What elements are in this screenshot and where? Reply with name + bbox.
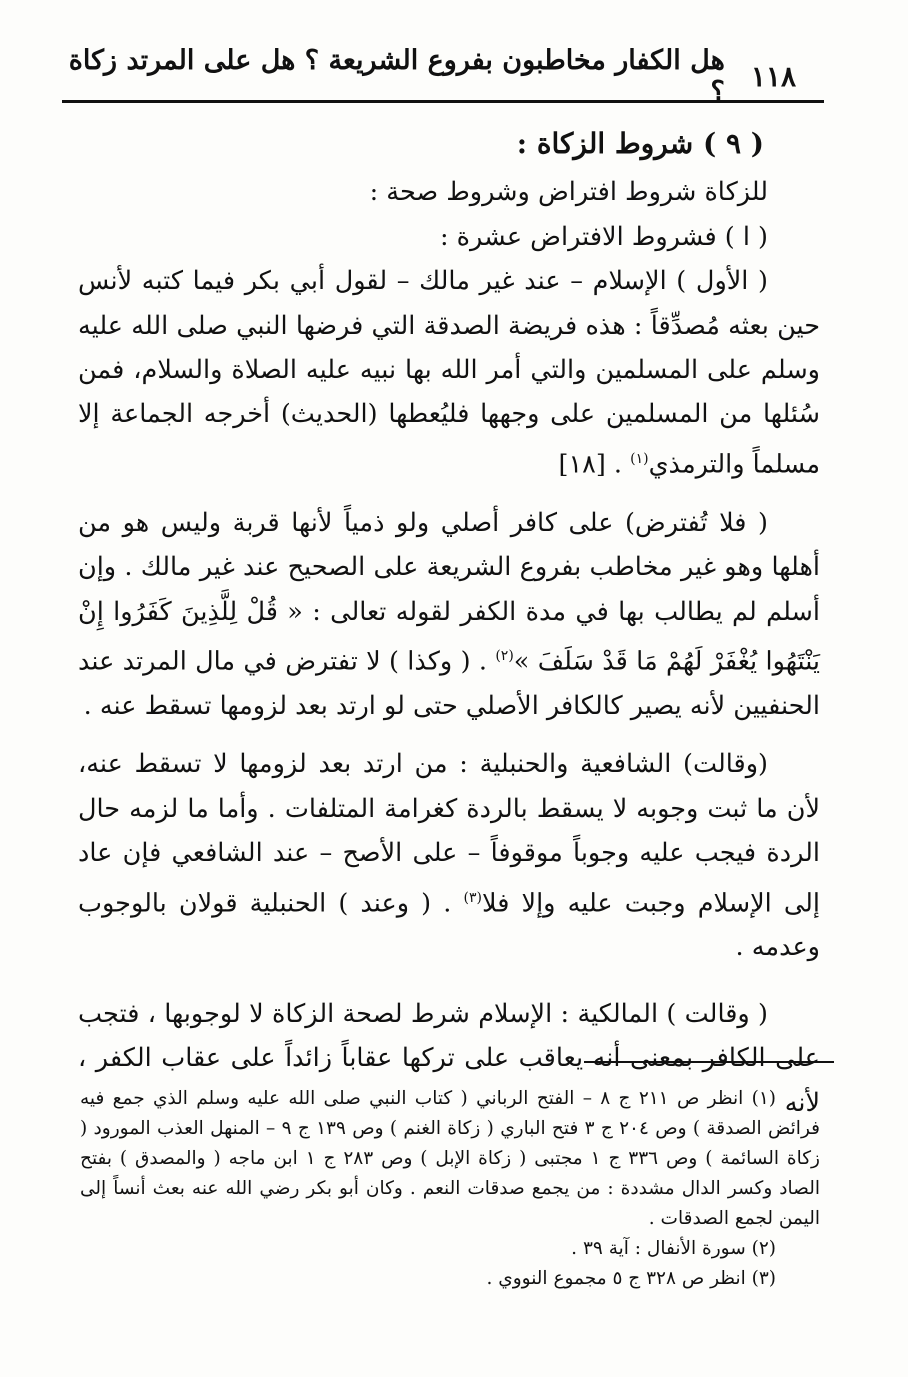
sub-heading: ( ا ) فشروط الافتراض عشرة : [439, 221, 768, 252]
section-intro: للزكاة شروط افتراض وشروط صحة : [369, 177, 768, 208]
footnote-2: (٢) سورة الأنفال : آية ٣٩ . [571, 1238, 776, 1259]
main-text [78, 122, 820, 1125]
running-title: هل الكفار مخاطبون بفروع الشريعة ؟ هل على المرتد زكاة ؟ [68, 45, 725, 107]
footnote-3: (٣) انظر ص ٣٢٨ ج ٥ مجموع النووي . [486, 1268, 776, 1289]
paragraph-4: ( وقالت ) المالكية : الإسلام شرط لصحة الزكاة لا لوجوبها ، فتجب على الكافر بمعنى أنه يعاقب على تركها عقاباً زائداً على عقاب الكفر ، لأنه [78, 998, 820, 1118]
footnote-ref-3: (٣) [463, 889, 482, 906]
running-header [62, 45, 824, 107]
paragraph-1-text: ( الأول ) الإسلام – عند غير مالك – لقول أبي بكر فيما كتبه لأنس حين بعثه مُصدِّقاً : هذه فريضة الصدقة التي فرضها النبي صلى الله عليه وسلم على المسلمين والتي أمر الله بها نبيه عليه الصلاة والسلام، فمن سُئلها من المسلمين على وجهها فليُعطها (الحديث) أخرجه الجماعة إلا مسلماً والترمذي [78, 266, 820, 480]
footnote-ref-1: (١) [630, 450, 649, 467]
paragraph-2 [78, 501, 820, 729]
paragraph-2-text: ( فلا تُفترض) على كافر أصلي ولو ذمياً لأنها قربة وليس هو من أهلها وهو غير مخاطب بفروع الشريعة على الصحيح عند غير مالك . وإن أسلم لم يطالب بها في مدة الكفر لقوله تعالى : « قُلْ لِلَّذِينَ كَفَرُوا إِنْ يَنْتَهُوا يُغْفَرْ لَهُمْ مَا قَدْ سَلَفَ » [78, 507, 820, 677]
footnote-ref-2: (٢) [495, 647, 514, 664]
paragraph-3-text: (وقالت) الشافعية والحنبلية : من ارتد بعد لزومها لا تسقط عنه، لأن ما ثبت وجوبه لا يسقط بالردة كغرامة المتلفات . وأما ما لزمه حال الردة فيجب عليه وجوباً موقوفاً – على الأصح – عند الشافعي فإن عاد إلى الإسلام وجبت عليه وإلا فلا [78, 749, 820, 918]
page-number: ١١٨ [750, 59, 796, 93]
paragraph-3-tail: . ( وعند ) الحنبلية قولان بالوجوب وعدمه . [78, 888, 820, 963]
footnote-divider [584, 1061, 834, 1063]
footnote-1: (١) انظر ص ٢١١ ج ٨ – الفتح الرباني ( كتاب النبي صلى الله عليه وسلم الذي جمع فيه فرائض الصدقة ) وص ٢٠٤ ج ٣ فتح الباري ( زكاة الغنم ) وص ١٣٩ ج ٩ – المنهل العذب المورود ( زكاة السائمة ) وص ٣٣٦ ج ١ مجتبى ( زكاة الإبل ) وص ٢٨٣ ج ١ ابن ماجه ( والمصدق ) بفتح الصاد وكسر الدال مشددة : من يجمع صدقات النعم . وكان أبو بكر رضي الله عنه بعث أنساً إلى اليمن لجمع الصدقات . [80, 1088, 821, 1229]
paragraph-3 [78, 742, 820, 970]
section-heading: ( ٩ ) شروط الزكاة : [516, 127, 764, 160]
paragraph-1-tail: . [١٨] [558, 449, 631, 480]
footnotes [80, 1084, 820, 1294]
paragraph-2-tail: . ( وكذا ) لا تفترض في مال المرتد عند الحنفيين لأنه يصير كالكافر الأصلي حتى لو ارتد بعد لزومها تسقط عنه . [78, 646, 820, 721]
paragraph-1 [78, 259, 820, 487]
